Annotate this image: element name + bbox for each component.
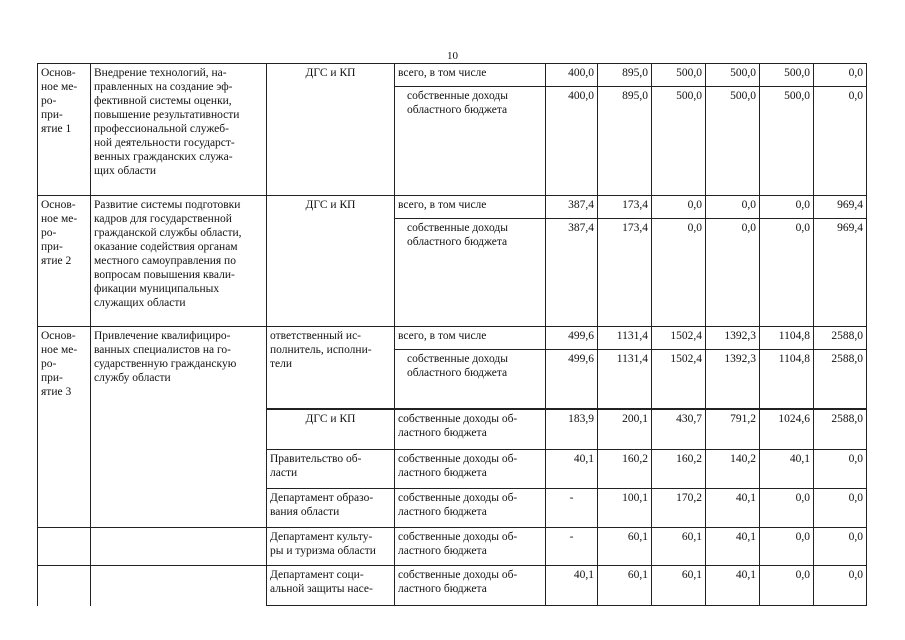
funding-source-cell: собственные доходы об- ластного бюджета <box>395 566 546 606</box>
value-cell: 100,1 <box>598 489 652 528</box>
value-cell: 2588,0 <box>814 327 867 350</box>
funding-source-cell: всего, в том числе <box>395 64 546 87</box>
value-cell: 40,1 <box>546 566 598 606</box>
value-cell: 40,1 <box>760 450 814 489</box>
value-cell: 1131,4 <box>598 327 652 350</box>
value-cell: 1502,4 <box>652 350 706 409</box>
value-cell: 2588,0 <box>814 410 867 450</box>
value-cell: 0,0 <box>760 489 814 528</box>
table-row <box>38 327 867 350</box>
value-cell: 499,6 <box>546 350 598 409</box>
value-cell: 0,0 <box>814 450 867 489</box>
value-cell: 1131,4 <box>598 350 652 409</box>
value-cell: 0,0 <box>652 196 706 219</box>
value-cell: 173,4 <box>598 219 652 327</box>
value-cell: 160,2 <box>652 450 706 489</box>
value-cell: 60,1 <box>652 566 706 606</box>
value-cell: 40,1 <box>706 528 760 566</box>
funding-source-cell: собственные доходы об- ластного бюджета <box>395 410 546 450</box>
value-cell: 499,6 <box>546 327 598 350</box>
value-cell: 40,1 <box>706 566 760 606</box>
value-cell: 0,0 <box>760 528 814 566</box>
program-funding-table <box>37 63 867 606</box>
empty-cell <box>38 528 91 566</box>
value-cell: 1392,3 <box>706 327 760 350</box>
value-cell: 895,0 <box>598 64 652 87</box>
executor-cell: Департамент образо- вания области <box>267 489 395 528</box>
executor-cell: Правительство об- ласти <box>267 450 395 489</box>
executor-cell: ДГС и КП <box>267 64 395 196</box>
value-cell: - <box>546 528 598 566</box>
value-cell: 0,0 <box>814 489 867 528</box>
executor-cell: ответственный ис- полнитель, исполни- тели <box>267 327 395 409</box>
value-cell: 500,0 <box>706 64 760 87</box>
value-cell: 0,0 <box>760 196 814 219</box>
value-cell: 387,4 <box>546 219 598 327</box>
funding-source-cell: всего, в том числе <box>395 327 546 350</box>
value-cell: 60,1 <box>652 528 706 566</box>
value-cell: 140,2 <box>706 450 760 489</box>
value-cell: 0,0 <box>814 528 867 566</box>
event-description-cell: Внедрение технологий, на- правленных на создание эф- фективной системы оценки, повышение результативности профессиональной служеб- ной деятельности государст- венных гражданских служа- щих области <box>91 64 267 196</box>
table-row <box>38 64 867 87</box>
value-cell: 1392,3 <box>706 350 760 409</box>
value-cell: 200,1 <box>598 410 652 450</box>
value-cell: 500,0 <box>652 64 706 87</box>
value-cell: 400,0 <box>546 87 598 196</box>
value-cell: 430,7 <box>652 410 706 450</box>
empty-cell <box>91 566 267 606</box>
value-cell: 0,0 <box>706 196 760 219</box>
event-label-cell: Основ- ное ме- ро- при- ятие 3 <box>38 327 91 528</box>
value-cell: 0,0 <box>652 219 706 327</box>
event-description-cell: Развитие системы подготовки кадров для государственной гражданской службы области, оказание содействия органам местного самоуправления по вопросам повышения квали- фикации муниципальных служащих области <box>91 196 267 327</box>
table-row <box>38 566 867 606</box>
value-cell: - <box>546 489 598 528</box>
value-cell: 500,0 <box>760 87 814 196</box>
value-cell: 791,2 <box>706 410 760 450</box>
event-label-cell: Основ- ное ме- ро- при- ятие 1 <box>38 64 91 196</box>
value-cell: 40,1 <box>546 450 598 489</box>
value-cell: 500,0 <box>652 87 706 196</box>
funding-source-cell: собственные доходы об- ластного бюджета <box>395 489 546 528</box>
executor-cell: ДГС и КП <box>267 410 395 450</box>
page-number: 10 <box>447 50 458 62</box>
value-cell: 1104,8 <box>760 327 814 350</box>
value-cell: 969,4 <box>814 196 867 219</box>
value-cell: 183,9 <box>546 410 598 450</box>
value-cell: 173,4 <box>598 196 652 219</box>
funding-source-cell: собственные доходы об- ластного бюджета <box>395 528 546 566</box>
funding-source-cell: собственные доходы областного бюджета <box>395 350 546 409</box>
event-description-cell: Привлечение квалифициро- ванных специалистов на го- сударственную гражданскую службу области <box>91 327 267 528</box>
value-cell: 0,0 <box>814 64 867 87</box>
value-cell: 160,2 <box>598 450 652 489</box>
value-cell: 895,0 <box>598 87 652 196</box>
executor-cell: Департамент культу- ры и туризма области <box>267 528 395 566</box>
table-row <box>38 196 867 219</box>
value-cell: 0,0 <box>706 219 760 327</box>
table-row <box>38 528 867 566</box>
funding-source-cell: всего, в том числе <box>395 196 546 219</box>
value-cell: 1104,8 <box>760 350 814 409</box>
value-cell: 500,0 <box>760 64 814 87</box>
empty-cell <box>38 566 91 606</box>
value-cell: 170,2 <box>652 489 706 528</box>
value-cell: 60,1 <box>598 566 652 606</box>
value-cell: 0,0 <box>760 566 814 606</box>
value-cell: 60,1 <box>598 528 652 566</box>
value-cell: 0,0 <box>814 566 867 606</box>
value-cell: 1024,6 <box>760 410 814 450</box>
empty-cell <box>91 528 267 566</box>
funding-source-cell: собственные доходы областного бюджета <box>395 87 546 196</box>
executor-cell: ДГС и КП <box>267 196 395 327</box>
value-cell: 0,0 <box>760 219 814 327</box>
value-cell: 40,1 <box>706 489 760 528</box>
value-cell: 0,0 <box>814 87 867 196</box>
value-cell: 500,0 <box>706 87 760 196</box>
value-cell: 1502,4 <box>652 327 706 350</box>
value-cell: 387,4 <box>546 196 598 219</box>
value-cell: 969,4 <box>814 219 867 327</box>
executor-cell: Департамент соци- альной защиты насе- <box>267 566 395 606</box>
funding-source-cell: собственные доходы областного бюджета <box>395 219 546 327</box>
value-cell: 400,0 <box>546 64 598 87</box>
funding-source-cell: собственные доходы об- ластного бюджета <box>395 450 546 489</box>
event-label-cell: Основ- ное ме- ро- при- ятие 2 <box>38 196 91 327</box>
value-cell: 2588,0 <box>814 350 867 409</box>
